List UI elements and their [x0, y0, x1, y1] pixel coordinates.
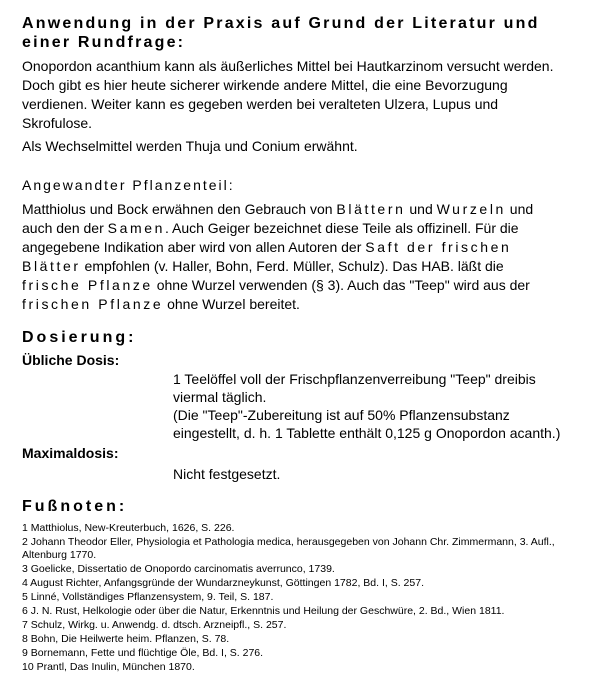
footnote-item: 3 Goelicke, Dissertatio de Onopordo carcinomatis averrunco, 1739.: [22, 563, 335, 575]
usual-dose-text: 1 Teelöffel voll der Frischpflanzenverreibung "Teep" dreibis viermal täglich.: [173, 371, 536, 405]
spaced-term: frische Pflanze: [22, 277, 153, 293]
section-heading-practice: Anwendung in der Praxis auf Grund der Literatur und einer Rundfrage:: [22, 15, 540, 51]
footnote-item: 8 Bohn, Die Heilwerte heim. Pflanzen, S. 78.: [22, 633, 230, 645]
footnotes-heading: Fußnoten:: [22, 498, 128, 515]
footnote-item: 10 Prantl, Das Inulin, München 1870.: [22, 661, 195, 673]
footnote-item: 9 Bornemann, Fette und flüchtige Öle, Bd. I, S. 276.: [22, 647, 264, 659]
plant-part-heading: Angewandter Pflanzenteil:: [22, 177, 235, 193]
footnote-item: 6 J. N. Rust, Helkologie oder über die Natur, Erkenntnis und Heilung der Geschwüre, 2. Bd., Wien 1811.: [22, 605, 505, 617]
usual-dose-label: Übliche Dosis:: [22, 352, 120, 368]
max-dose-label: Maximaldosis:: [22, 445, 119, 461]
footnote-list: [22, 522, 567, 674]
spaced-term: Saft der frischen Blätter: [22, 239, 512, 274]
spaced-term: Wurzeln: [436, 201, 506, 217]
alternating-remedy-paragraph: Als Wechselmittel werden Thuja und Conium erwähnt.: [22, 138, 358, 154]
plant-part-paragraph: Matthiolus und Bock erwähnen den Gebrauch von Blättern und Wurzeln und auch den der Samen. Auch Geiger bezeichnet diese Teile als offizinell. Für die angegebene Indikation aber wird von allen Autoren der Saft der frischen Blätter empfohlen (v. Haller, Bohn, Ferd. Müller, Schulz). Das HAB. läßt die frische Pflanze ohne Wurzel verwenden (§ 3). Auch das "Teep" wird aus der frischen Pflanze ohne Wurzel bereitet.: [22, 201, 534, 312]
practice-paragraph: Onopordon acanthium kann als äußerliches Mittel bei Hautkarzinom versucht werden. Doch gibt es hier heute sicherer wirkende andere Mittel, die eine Bevorzugung verdienen. Weiter kann es gegeben werden bei veralteten Ulzera, Lupus und Skrofulose.: [22, 58, 554, 131]
footnote-item: 5 Linné, Vollständiges Pflanzensystem, 9. Teil, S. 187.: [22, 591, 274, 603]
spaced-term: Blättern: [336, 201, 406, 217]
spaced-term: Samen: [107, 220, 165, 236]
footnote-item: 1 Matthiolus, New-Kreuterbuch, 1626, S. 226.: [22, 522, 235, 534]
document-page: [22, 14, 567, 675]
usual-dose-note: (Die "Teep"-Zubereitung ist auf 50% Pflanzensubstanz eingestellt, d. h. 1 Tablette enthält 0,125 g Onopordon acanth.): [173, 407, 561, 441]
footnote-item: 4 August Richter, Anfangsgründe der Wundarzneykunst, Göttingen 1782, Bd. I, S. 257.: [22, 577, 424, 589]
spaced-term: frischen Pflanze: [22, 296, 164, 312]
footnote-item: 2 Johann Theodor Eller, Physiologia et Pathologia medica, herausgegeben von Johann Chr. Zimmermann, 3. Aufl., Altenburg 1770.: [22, 536, 555, 561]
footnote-item: 7 Schulz, Wirkg. u. Anwendg. d. dtsch. Arzneipfl., S. 257.: [22, 619, 287, 631]
dosage-heading: Dosierung:: [22, 329, 137, 346]
max-dose-text: Nicht festgesetzt.: [173, 466, 281, 482]
